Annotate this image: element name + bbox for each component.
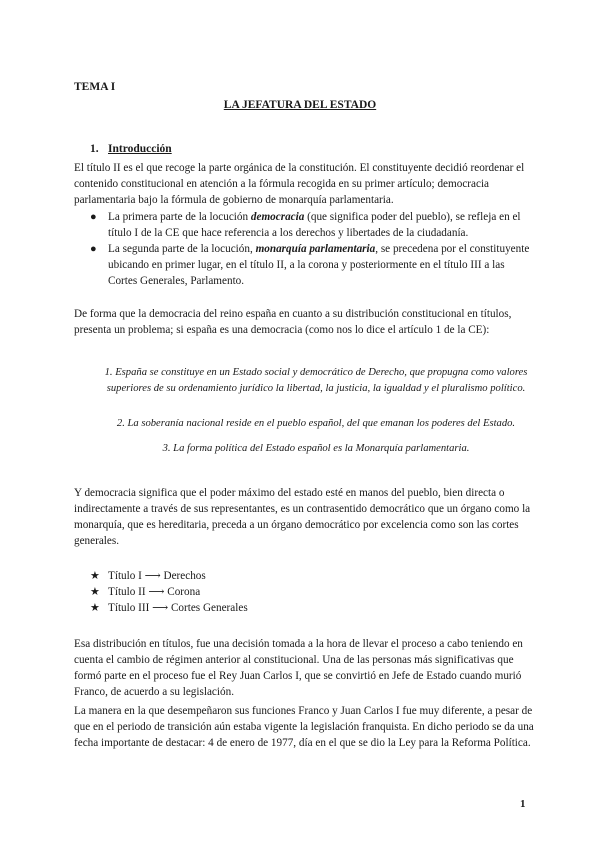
bullet-dot-icon: ● — [90, 243, 97, 255]
star-icon: ★ — [90, 570, 101, 582]
bullet-text-before: La primera parte de la locución — [108, 211, 251, 223]
intro-paragraph: El título II es el que recoge la parte orgánica de la constitución. El constituyente decidió reordenar el contenido constitucional en atención a la fórmula recogida en su primer artículo; democracia parlamentaria bajo la fórmula de gobierno de monarquía parlamentaria. — [74, 162, 525, 206]
list-item — [90, 584, 248, 600]
page-title: LA JEFATURA DEL ESTADO — [223, 99, 377, 111]
title-entry: Título III ⟶ Cortes Generales — [108, 602, 248, 614]
quote-article-1-1: 1. España se constituye en un Estado social y democrático de Derecho, que propugna como valores superiores de su ordenamiento jurídico la libertad, la justicia, la igualdad y el pluralismo político. — [104, 367, 528, 394]
bullet-text-after: , se precedena por el constituyente ubicando en primer lugar, en el título II, a la corona y posteriormente en el título III a las Cortes Generales, Parlamento. — [108, 243, 530, 287]
bullet-text-before: La segunda parte de la locución, — [108, 243, 256, 255]
chapter-label: TEMA I — [74, 81, 116, 93]
list-item — [90, 600, 248, 616]
bullet-list — [90, 209, 536, 289]
section-title: Introducción — [108, 143, 172, 155]
section-number: 1. — [90, 143, 99, 155]
bullet-text-after: (que significa poder del pueblo), se refleja en el título I de la CE que hace referencia a los derechos y libertades de la ciudadanía. — [108, 211, 521, 239]
list-item — [90, 241, 536, 289]
paragraph-transition: Esa distribución en títulos, fue una decisión tomada a la hora de llevar el proceso a cabo teniendo en cuenta el cambio de régimen anterior al constitucional. Una de las personas más significativas que formó parte en el proceso fue el Rey Juan Carlos I, que se convirtió en Jefe de Estado cuando murió Franco, de acuerdo a su legislación. — [74, 638, 523, 698]
bullet-term: democracia — [250, 211, 305, 223]
titles-list — [90, 568, 248, 616]
quote-article-1-3: 3. La forma política del Estado español es la Monarquía parlamentaria. — [162, 443, 470, 454]
bullet-dot-icon: ● — [90, 211, 97, 223]
star-icon: ★ — [90, 602, 101, 614]
list-item — [90, 568, 248, 584]
list-item — [90, 209, 536, 241]
section-heading — [90, 143, 172, 155]
page-number: 1 — [520, 798, 526, 810]
star-icon: ★ — [90, 586, 101, 598]
title-entry: Título I ⟶ Derechos — [108, 570, 206, 582]
bullet-term: monarquía parlamentaria — [255, 243, 376, 255]
title-entry: Título II ⟶ Corona — [108, 586, 201, 598]
paragraph-distribution: De forma que la democracia del reino españa en cuanto a su distribución constitucional en títulos, presenta un problema; si españa es una democracia (como nos lo dice el artículo 1 de la CE): — [74, 308, 512, 336]
paragraph-franco-juan-carlos: La manera en la que desempeñaron sus funciones Franco y Juan Carlos I fue muy diferente, a pesar de que en el periodo de transición aún estaba vigente la legislación franquista. En dicho periodo se da una fecha importante de destacar: 4 de enero de 1977, día en el que se dio la Ley para la Reforma Política. — [74, 705, 534, 749]
quote-article-1-2: 2. La soberanía nacional reside en el pueblo español, del que emanan los poderes del Estado. — [116, 418, 516, 429]
paragraph-democracy: Y democracia significa que el poder máximo del estado esté en manos del pueblo, bien directa o indirectamente a través de sus representantes, es un contrasentido democrático que un órgano como la monarquía, que es hereditaria, preceda a un órgano democrático por excelencia como son las cortes generales. — [74, 487, 531, 547]
